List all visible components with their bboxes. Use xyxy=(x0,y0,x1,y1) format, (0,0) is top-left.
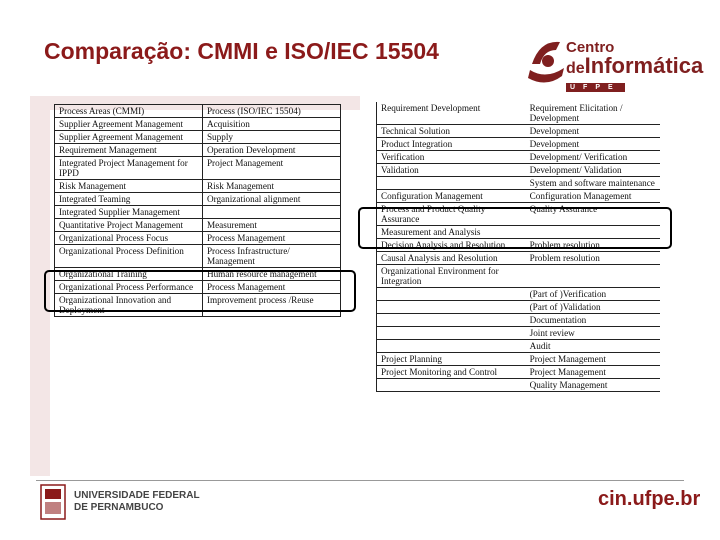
left-table-row xyxy=(55,206,341,219)
left-table-row xyxy=(55,180,341,193)
right-table-iso-cell: Development xyxy=(526,138,660,151)
left-table-iso-cell: Measurement xyxy=(202,219,340,232)
left-table-cmmi-cell: Integrated Teaming xyxy=(55,193,203,206)
right-table-row xyxy=(377,353,661,366)
left-table-cmmi-cell: Supplier Agreement Management xyxy=(55,131,203,144)
right-table-iso-cell: Development/ Verification xyxy=(526,151,660,164)
right-table-row xyxy=(377,379,661,392)
left-table-row xyxy=(55,193,341,206)
left-table-row xyxy=(55,144,341,157)
left-table-iso-cell: Improvement process /Reuse xyxy=(202,294,340,317)
right-table-cmmi-cell xyxy=(377,340,526,353)
ufpe-crest-icon xyxy=(40,484,66,520)
right-table-cmmi-cell: Project Planning xyxy=(377,353,526,366)
right-table-row xyxy=(377,288,661,301)
right-table-cmmi-cell: Product Integration xyxy=(377,138,526,151)
right-table-cmmi-cell: Project Monitoring and Control xyxy=(377,366,526,379)
cin-logo xyxy=(526,34,704,91)
right-table-cmmi-cell: Decision Analysis and Resolution xyxy=(377,239,526,252)
right-table-row xyxy=(377,151,661,164)
right-table-row xyxy=(377,125,661,138)
left-table-row xyxy=(55,157,341,180)
left-table-row xyxy=(55,232,341,245)
highlight-configuration-management xyxy=(358,207,672,249)
left-table-iso-cell: Project Management xyxy=(202,157,340,180)
right-table-cmmi-cell xyxy=(377,301,526,314)
right-table-row xyxy=(377,138,661,151)
left-table-iso-cell: Process Infrastructure/ Management xyxy=(202,245,340,268)
right-table-cmmi-cell xyxy=(377,314,526,327)
right-table-iso-cell: System and software maintenance xyxy=(526,177,660,190)
left-table-iso-cell: Process Management xyxy=(202,232,340,245)
logo-sub: UFPE xyxy=(566,83,625,92)
site-url: cin.ufpe.br xyxy=(598,488,701,510)
right-table-row xyxy=(377,366,661,379)
right-table-cmmi-cell: Configuration Management xyxy=(377,190,526,203)
right-table-iso-cell: Project Management xyxy=(526,353,660,366)
left-table-iso-cell: Risk Management xyxy=(202,180,340,193)
right-table-row xyxy=(377,252,661,265)
left-table-cmmi-cell: Requirement Management xyxy=(55,144,203,157)
right-table-iso-cell: Requirement Elicitation / Development xyxy=(526,102,660,125)
right-table-cmmi-cell: Organizational Environment for Integration xyxy=(377,265,526,288)
right-table-row xyxy=(377,190,661,203)
left-table-iso-cell: Acquisition xyxy=(202,118,340,131)
left-table-iso-cell: Organizational alignment xyxy=(202,193,340,206)
right-table-cmmi-cell xyxy=(377,288,526,301)
highlight-quantitative-project-management xyxy=(44,270,356,312)
left-table-row xyxy=(55,118,341,131)
left-table-cmmi-cell: Process Areas (CMMI) xyxy=(55,105,203,118)
right-table-row xyxy=(377,177,661,190)
right-table-iso-cell: Development xyxy=(526,125,660,138)
right-table-iso-cell: Joint review xyxy=(526,327,660,340)
right-table-iso-cell: Audit xyxy=(526,340,660,353)
left-table-iso-cell: Human resource management xyxy=(202,268,340,281)
left-table-cmmi-cell: Organizational Process Performance xyxy=(55,281,203,294)
left-table-cmmi-cell: Quantitative Project Management xyxy=(55,219,203,232)
right-table-cmmi-cell xyxy=(377,327,526,340)
right-table-row xyxy=(377,102,661,125)
left-table-cmmi-cell: Integrated Project Management for IPPD xyxy=(55,157,203,180)
right-table-iso-cell: Project Management xyxy=(526,366,660,379)
right-table-iso-cell: Development/ Validation xyxy=(526,164,660,177)
right-table-cmmi-cell: Verification xyxy=(377,151,526,164)
left-table-iso-cell: Operation Development xyxy=(202,144,340,157)
right-table-cmmi-cell: Validation xyxy=(377,164,526,177)
right-table-row xyxy=(377,327,661,340)
left-table-cmmi-cell: Organizational Training xyxy=(55,268,203,281)
left-table-cmmi-cell: Risk Management xyxy=(55,180,203,193)
left-table-cmmi-cell: Organizational Innovation and Deployment xyxy=(55,294,203,317)
right-table-row xyxy=(377,340,661,353)
left-table-row xyxy=(55,245,341,268)
right-table-row xyxy=(377,265,661,288)
right-table-row xyxy=(377,314,661,327)
cin-logo-icon xyxy=(526,34,566,90)
footer-divider xyxy=(36,480,684,481)
left-table-iso-cell xyxy=(202,206,340,219)
right-table-iso-cell: Configuration Management xyxy=(526,190,660,203)
right-table-cmmi-cell: Technical Solution xyxy=(377,125,526,138)
page-title: Comparação: CMMI e ISO/IEC 15504 xyxy=(44,38,439,64)
right-table-cmmi-cell xyxy=(377,379,526,392)
right-table-iso-cell: Quality Management xyxy=(526,379,660,392)
university-name-line1: UNIVERSIDADE FEDERAL xyxy=(74,490,200,501)
right-table-iso-cell: (Part of )Validation xyxy=(526,301,660,314)
left-table-cmmi-cell: Organizational Process Definition xyxy=(55,245,203,268)
right-table-iso-cell: Quality Assurance xyxy=(526,203,660,226)
logo-line2b: Informática xyxy=(584,53,704,78)
right-table-iso-cell: Problem resolution xyxy=(526,239,660,252)
left-table-iso-cell: Process Management xyxy=(202,281,340,294)
right-table-cmmi-cell: Causal Analysis and Resolution xyxy=(377,252,526,265)
right-table-row xyxy=(377,301,661,314)
left-table-iso-cell: Process (ISO/IEC 15504) xyxy=(202,105,340,118)
left-table-cmmi-cell: Integrated Supplier Management xyxy=(55,206,203,219)
logo-line2a: de xyxy=(566,60,585,77)
left-table-cmmi-cell: Supplier Agreement Management xyxy=(55,118,203,131)
right-table-iso-cell xyxy=(526,265,660,288)
left-table-cmmi-cell: Organizational Process Focus xyxy=(55,232,203,245)
right-table-iso-cell: Documentation xyxy=(526,314,660,327)
right-table-cmmi-cell: Process and Product Quality Assurance xyxy=(377,203,526,226)
university-name-line2: DE PERNAMBUCO xyxy=(74,502,164,513)
left-table-row xyxy=(55,219,341,232)
left-table-row xyxy=(55,131,341,144)
logo-line1: Centro xyxy=(566,39,615,56)
right-table-iso-cell: (Part of )Verification xyxy=(526,288,660,301)
right-table-row xyxy=(377,164,661,177)
right-table-cmmi-cell xyxy=(377,177,526,190)
right-table-cmmi-cell: Measurement and Analysis xyxy=(377,226,526,239)
left-table-iso-cell: Supply xyxy=(202,131,340,144)
right-table-cmmi-cell: Requirement Development xyxy=(377,102,526,125)
ufpe-logo xyxy=(40,484,200,520)
right-table-iso-cell: Problem resolution xyxy=(526,252,660,265)
left-table-row xyxy=(55,105,341,118)
